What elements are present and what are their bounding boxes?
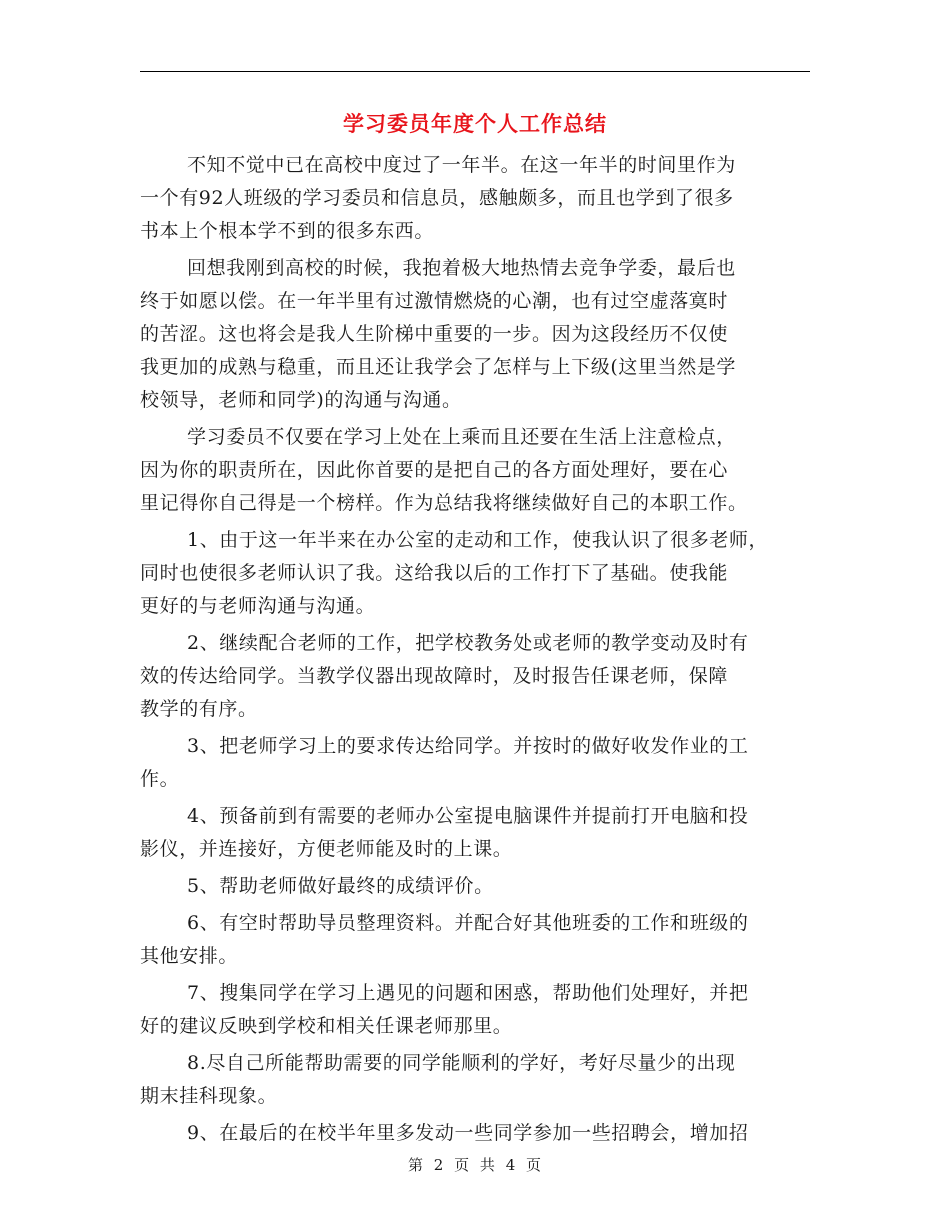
- header-rule: [140, 71, 810, 72]
- footer-total-unit: 页: [526, 1156, 543, 1174]
- document-title: 学习委员年度个人工作总结: [343, 111, 607, 136]
- text-line: 回想我刚到高校的时候，我抱着极大地热情去竞争学委，最后也: [187, 257, 736, 279]
- footer-total-pages: 4: [505, 1156, 517, 1174]
- page-footer: [0, 1154, 950, 1175]
- list-item-paragraph: [140, 870, 812, 903]
- text-line: 一个有92人班级的学习委员和信息员，感触颇多，而且也学到了很多: [140, 187, 734, 209]
- list-item-paragraph: [140, 1047, 812, 1113]
- text-line: 书本上个根本学不到的很多东西。: [140, 220, 435, 242]
- text-line: 5、帮助老师做好最终的成绩评价。: [187, 875, 494, 897]
- text-line: 终于如愿以偿。在一年半里有过激情燃烧的心潮，也有过空虚落寞时: [140, 290, 729, 312]
- footer-page-unit: 页: [454, 1156, 471, 1174]
- text-line: 期末挂科现象。: [140, 1085, 278, 1107]
- text-line: 4、预备前到有需要的老师办公室提电脑课件并提前打开电脑和投: [187, 805, 749, 827]
- paragraph: [140, 421, 812, 520]
- text-line: 9、在最后的在校半年里多发动一些同学参加一些招聘会，增加招: [187, 1122, 749, 1144]
- text-line: 效的传达给同学。当教学仪器出现故障时，及时报告任课老师，保障: [140, 665, 729, 687]
- text-line: 1、由于这一年半来在办公室的走动和工作，使我认识了很多老师，: [187, 529, 769, 551]
- text-line: 因为你的职责所在，因此你首要的是把自己的各方面处理好，要在心: [140, 459, 729, 481]
- text-line: 我更加的成熟与稳重，而且还让我学会了怎样与上下级(这里当然是学: [140, 356, 737, 378]
- text-line: 的苦涩。这也将会是我人生阶梯中重要的一步。因为这段经历不仅使: [140, 323, 729, 345]
- footer-total-label: 共: [479, 1156, 496, 1174]
- list-item-paragraph: [140, 977, 812, 1043]
- text-line: 不知不觉中已在高校中度过了一年半。在这一年半的时间里作为: [187, 154, 736, 176]
- footer-page-label: 第: [407, 1156, 424, 1174]
- footer-page-number: 2: [433, 1156, 445, 1174]
- list-item-paragraph: [140, 730, 812, 796]
- list-item-paragraph: [140, 800, 812, 866]
- text-line: 同时也使很多老师认识了我。这给我以后的工作打下了基础。使我能: [140, 562, 729, 584]
- text-line: 6、有空时帮助导员整理资料。并配合好其他班委的工作和班级的: [187, 912, 749, 934]
- text-line: 7、搜集同学在学习上遇见的问题和困惑，帮助他们处理好，并把: [187, 982, 749, 1004]
- list-item-paragraph: [140, 627, 812, 726]
- text-line: 2、继续配合老师的工作，把学校教务处或老师的教学变动及时有: [187, 632, 749, 654]
- list-item-paragraph: [140, 907, 812, 973]
- text-line: 作。: [140, 768, 180, 790]
- paragraph: [140, 252, 812, 417]
- text-line: 3、把老师学习上的要求传达给同学。并按时的做好收发作业的工: [187, 735, 749, 757]
- text-line: 好的建议反映到学校和相关任课老师那里。: [140, 1015, 513, 1037]
- paragraph: [140, 149, 812, 248]
- list-item-paragraph: [140, 1117, 812, 1150]
- document-body: [140, 149, 812, 1154]
- list-item-paragraph: [140, 524, 812, 623]
- text-line: 校领导，老师和同学)的沟通与沟通。: [140, 389, 462, 411]
- text-line: 其他安排。: [140, 945, 239, 967]
- text-line: 影仪，并连接好，方便老师能及时的上课。: [140, 838, 513, 860]
- text-line: 8.尽自己所能帮助需要的同学能顺利的学好，考好尽量少的出现: [187, 1052, 736, 1074]
- text-line: 学习委员不仅要在学习上处在上乘而且还要在生活上注意检点，: [187, 426, 736, 448]
- text-line: 里记得你自己得是一个榜样。作为总结我将继续做好自己的本职工作。: [140, 492, 748, 514]
- text-line: 更好的与老师沟通与沟通。: [140, 595, 376, 617]
- text-line: 教学的有序。: [140, 698, 258, 720]
